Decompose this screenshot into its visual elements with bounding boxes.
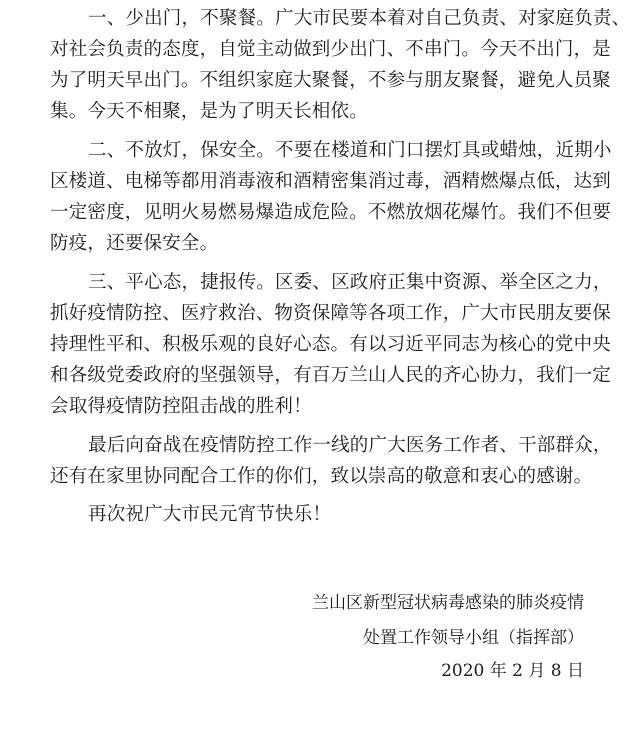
paragraph-1-line-2: 对社会负责的态度，自觉主动做到少出门、不串门。今天不出门，是 — [50, 39, 612, 60]
paragraph-1-line-1: 一、少出门，不聚餐。广大市民要本着对自己负责、对家庭负责、 — [88, 8, 631, 29]
paragraph-2-line-3: 一定密度，见明火易燃易爆造成危险。不燃放烟花爆竹。我们不但要 — [50, 202, 612, 223]
paragraph-3-line-5: 会取得疫情防控阻击战的胜利！ — [50, 396, 312, 417]
paragraph-2-line-1: 二、不放灯，保安全。不要在楼道和门口摆灯具或蜡烛，近期小 — [88, 140, 612, 161]
paragraph-3-line-4: 和各级党委政府的坚强领导，有百万兰山人民的齐心协力，我们一定 — [50, 365, 612, 386]
paragraph-1-line-3: 为了明天早出门。不组织家庭大聚餐，不参与朋友聚餐，避免人员聚 — [50, 70, 612, 91]
paragraph-4-line-1: 最后向奋战在疫情防控工作一线的广大医务工作者、干部群众， — [88, 435, 612, 456]
signature-date: 2020 年 2 月 8 日 — [441, 661, 584, 681]
signature-org-line-2: 处置工作领导小组（指挥部） — [363, 628, 584, 648]
paragraph-3-line-1: 三、平心态，捷报传。区委、区政府正集中资源、举全区之力， — [88, 272, 612, 293]
paragraph-2-line-2: 区楼道、电梯等都用消毒液和酒精密集消过毒，酒精燃爆点低，达到 — [50, 171, 612, 192]
paragraph-1-line-4: 集。今天不相聚，是为了明天长相依。 — [50, 101, 368, 122]
paragraph-3-line-3: 持理性平和、积极乐观的良好心态。有以习近平同志为核心的党中央 — [50, 334, 612, 355]
paragraph-5-line-1: 再次祝广大市民元宵节快乐！ — [88, 504, 332, 525]
paragraph-4-line-2: 还有在家里协同配合工作的你们，致以崇高的敬意和衷心的感谢。 — [50, 466, 593, 487]
signature-org-line-1: 兰山区新型冠状病毒感染的肺炎疫情 — [312, 593, 584, 613]
paragraph-3-line-2: 抓好疫情防控、医疗救治、物资保障等各项工作，广大市民朋友要保 — [50, 303, 612, 324]
paragraph-2-line-4: 防疫，还要保安全。 — [50, 233, 219, 254]
